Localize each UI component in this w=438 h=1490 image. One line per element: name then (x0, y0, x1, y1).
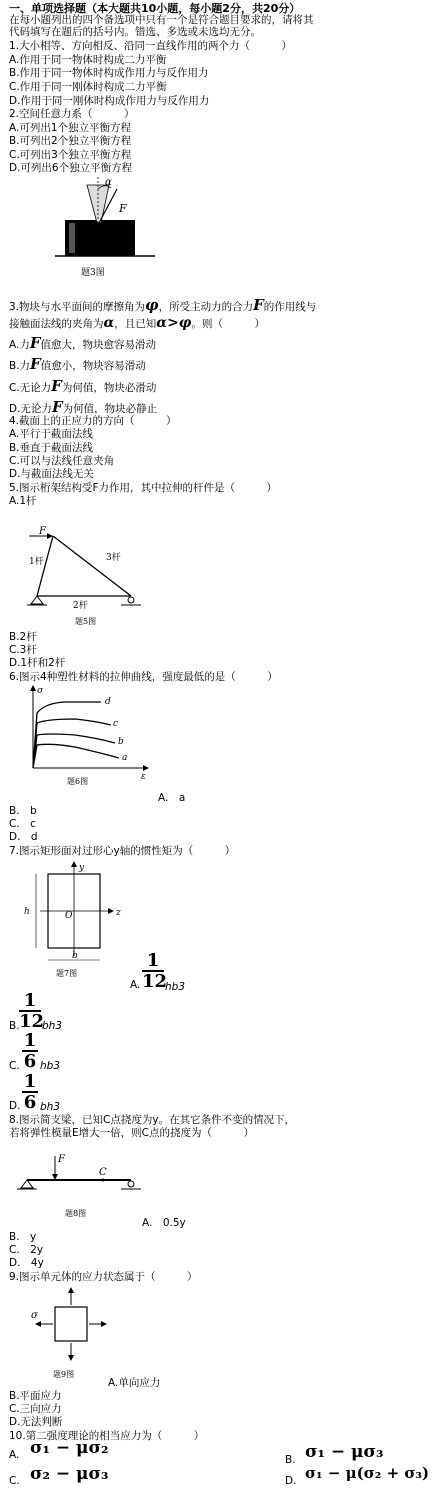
q7-option-c-label: C. (9, 1060, 20, 1072)
fig5-bar1-label: 1杆 (29, 557, 44, 567)
q8-option-b: B. y (9, 1231, 37, 1243)
q9-option-c: C.三向应力 (9, 1403, 62, 1415)
fig6-label-a: a (122, 753, 128, 763)
q7-option-a-suffix: hb3 (165, 981, 186, 993)
fig7-z: z (116, 908, 121, 918)
q6-option-c: C. c (9, 818, 36, 830)
instructions-line-1: 在每小题列出的四个备选项中只有一个是符合题目要求的，请将其 (9, 14, 314, 26)
figure-9 (25, 1285, 125, 1385)
q7-option-c-fraction: 1 6 (23, 1030, 37, 1072)
fig5-bar2-label: 2杆 (73, 601, 88, 611)
q6-option-b: B. b (9, 805, 37, 817)
fig5-bar-3 (53, 536, 131, 596)
figure-8 (15, 1150, 145, 1222)
q3-line-1: 3.物块与水平面间的摩擦角为φ，所受主动力的合力F的作用线与 (9, 296, 317, 314)
fig6-epsilon: ε (141, 772, 146, 782)
section-title: 一、单项选择题（本大题共10小题，每小题2分，共20分） (9, 2, 301, 15)
q10-option-a-label: A. (9, 1449, 20, 1461)
fig7-y: y (79, 863, 85, 873)
figure-3 (55, 175, 165, 285)
q6-option-a: A. a (158, 792, 186, 804)
q10-option-c-formula: σ₂ − μσ₃ (30, 1464, 109, 1484)
q5-option-a: A.1杆 (9, 495, 37, 507)
q7-option-c-suffix: hb3 (40, 1060, 61, 1072)
q5-stem: 5.图示桁架结构受F力作用，其中拉伸的杆件是（ ） (9, 482, 278, 494)
q10-option-a-formula: σ₁ − μσ₂ (30, 1438, 109, 1458)
q9-option-d: D.无法判断 (9, 1416, 63, 1428)
fig3-block (65, 220, 135, 256)
fig9-caption: 题9图 (53, 1370, 75, 1379)
q2-option-d: D.可列出6个独立平衡方程 (9, 162, 133, 174)
fig9-sigma: σ (31, 1310, 38, 1321)
fig8-c: C (99, 1167, 107, 1178)
fig5-bar3-label: 3杆 (106, 553, 121, 563)
q2-option-a: A.可列出1个独立平衡方程 (9, 122, 132, 134)
q7-option-a-fraction: 1 12 (142, 950, 168, 992)
fig3-alpha: α (105, 177, 112, 188)
q7-option-b-suffix: bh3 (42, 1020, 63, 1032)
q7-stem: 7.图示矩形面对过形心y轴的惯性矩为（ ） (9, 845, 236, 857)
q1-option-c: C.作用于同一刚体时构成二力平衡 (9, 81, 167, 93)
fig6-label-d: d (105, 697, 111, 707)
q8-option-a: A. 0.5y (142, 1217, 186, 1229)
q9-stem: 9.图示单元体的应力状态属于（ ） (9, 1271, 198, 1283)
fig7-h: h (24, 907, 30, 917)
q4-option-d: D.与截面法线无关 (9, 468, 94, 480)
fig6-curve-a (33, 744, 119, 768)
q7-option-a: A. (130, 979, 141, 991)
q3-force: F (253, 296, 264, 314)
q2-stem: 2.空间任意力系（ ） (9, 108, 135, 120)
fig3-caption: 题3图 (81, 268, 105, 278)
q7-option-d-label: D. (9, 1100, 21, 1112)
q4-stem: 4.截面上的正应力的方向（ ） (9, 415, 177, 427)
fig8-f: F (58, 1154, 65, 1165)
q1-option-b: B.作用于同一物体时构成作用力与反作用力 (9, 67, 209, 79)
fig6-curve-c (33, 719, 111, 768)
q10-option-b-label: B. (285, 1454, 296, 1466)
q3-option-d: D.无论力F为何值，物块必静止 (9, 398, 158, 416)
fig7-caption: 题7图 (56, 969, 78, 978)
q5-option-b: B.2杆 (9, 631, 37, 643)
fig6-label-b: b (118, 737, 124, 747)
q10-option-d-formula: σ₁ − μ(σ₂ + σ₃) (305, 1464, 430, 1482)
q8-option-d: D. 4y (9, 1257, 44, 1269)
q7-option-d-fraction: 1 6 (23, 1071, 37, 1113)
fig6-caption: 题6图 (67, 777, 89, 786)
q1-option-d: D.作用于同一刚体时构成作用力与反作用力 (9, 95, 210, 107)
q3-option-b: B.力F值愈小，物块容易滑动 (9, 355, 146, 373)
q7-option-b-fraction: 1 12 (19, 990, 45, 1032)
q2-option-c: C.可列出3个独立平衡方程 (9, 149, 132, 161)
instructions-line-2: 代码填写在题后的括号内。错选、多选或未选均无分。 (9, 26, 261, 38)
q7-option-d-suffix: bh3 (40, 1101, 61, 1113)
fig6-curve-b (33, 734, 115, 768)
q7-option-b-label: B. (9, 1020, 20, 1032)
q8-line-2: 若将弹性模量E增大一倍，则C点的挠度为（ ） (9, 1127, 254, 1139)
q4-option-c: C.可以与法线任意夹角 (9, 455, 115, 467)
q6-stem: 6.图示4种塑性材料的拉伸曲线，强度最低的是（ ） (9, 671, 278, 683)
fig8-caption: 题8图 (65, 1209, 87, 1218)
q3-option-c: C.无论力F为何值，物块必滑动 (9, 377, 157, 395)
q4-option-a: A.平行于截面法线 (9, 428, 93, 440)
q3-option-a: A.力F值愈大，物块愈容易滑动 (9, 334, 156, 352)
q10-option-d-label: D. (285, 1475, 297, 1487)
q3-line-2: 接触面法线的夹角为α，且已知α>φ。则（ ） (9, 315, 265, 331)
q5-option-c: C.3杆 (9, 644, 37, 656)
fig7-o: O (65, 911, 73, 921)
q8-option-c: C. 2y (9, 1244, 44, 1256)
fig3-f: F (119, 202, 127, 215)
fig5-caption: 题5图 (75, 617, 97, 626)
q6-option-d: D. d (9, 831, 38, 843)
fig5-f: F (39, 526, 46, 537)
q8-line-1: 8.图示简支梁，已知C点挠度为y。在其它条件不变的情况下， (9, 1114, 296, 1126)
fig6-sigma: σ (37, 686, 44, 696)
q4-option-b: B.垂直于截面法线 (9, 442, 94, 454)
q10-option-b-formula: σ₁ − μσ₃ (305, 1442, 384, 1462)
q5-option-d: D.1杆和2杆 (9, 657, 66, 669)
q9-option-a: A.单向应力 (108, 1377, 161, 1389)
fig6-label-c: c (113, 719, 119, 729)
q1-stem: 1.大小相等、方向相反、沿同一直线作用的两个力（ ） (9, 40, 293, 52)
fig9-element (55, 1307, 87, 1341)
q1-option-a: A.作用于同一物体时构成二力平衡 (9, 54, 167, 66)
q2-option-b: B.可列出2个独立平衡方程 (9, 135, 132, 147)
figure-6 (25, 683, 155, 788)
figure-7 (20, 860, 135, 980)
figure-5 (25, 518, 155, 628)
q10-stem: 10.第二强度理论的相当应力为（ ） (9, 1430, 205, 1442)
q3-phi: φ (145, 296, 159, 314)
q10-option-c-label: C. (9, 1475, 20, 1487)
fig7-b: b (72, 951, 78, 961)
q9-option-b: B.平面应力 (9, 1390, 62, 1402)
